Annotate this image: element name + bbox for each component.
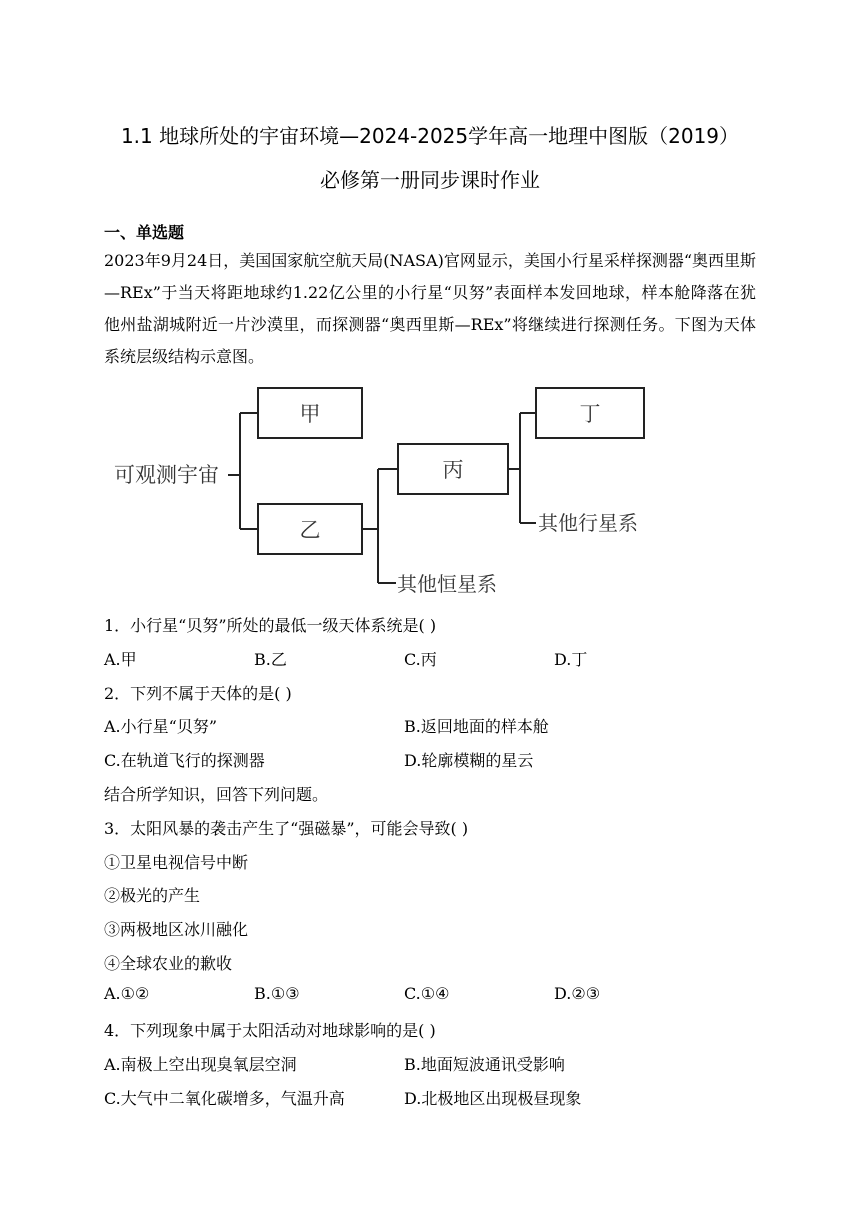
label-ding: 丁 [579, 402, 601, 426]
question-3-option-a: A.①② [104, 984, 150, 1003]
question-4-option-d: D.北极地区出现极昼现象 [404, 1089, 582, 1108]
question-3-item-3: ③两极地区冰川融化 [104, 920, 249, 939]
question-1-option-b: B.乙 [254, 650, 287, 669]
question-2-stem: 2．下列不属于天体的是( ) [104, 684, 292, 703]
connector-root [228, 413, 258, 529]
question-2-option-b: B.返回地面的样本舱 [404, 717, 549, 736]
label-other-planet: 其他行星系 [538, 511, 638, 535]
question-4-option-b: B.地面短波通讯受影响 [404, 1055, 565, 1074]
question-3-item-4: ④全球农业的歉收 [104, 954, 233, 973]
celestial-system-diagram [100, 380, 660, 605]
connector-yi [362, 469, 398, 583]
label-root: 可观测宇宙 [114, 463, 219, 487]
passage-text: 2023年9月24日，美国国家航空航天局(NASA)官网显示，美国小行星采样探测器“奥西里斯—REx”于当天将距地球约1.22亿公里的小行星“贝努”表面样本发回地球，样本舱降落在犹他州盐湖城附近一片沙漠里，而探测器“奥西里斯—REx”将继续进行探测任务。下图为天体系统层级结构示意图。 [104, 251, 756, 366]
document-title-line1: 1.1 地球所处的宇宙环境—2024-2025学年高一地理中图版（2019） [120, 124, 740, 148]
label-bing: 丙 [442, 458, 464, 482]
connector-bing [508, 413, 536, 523]
section-heading: 一、单选题 [104, 223, 185, 242]
question-2-option-d: D.轮廓模糊的星云 [404, 751, 534, 770]
label-other-star: 其他恒星系 [397, 572, 497, 596]
question-3-stem: 3．太阳风暴的袭击产生了“强磁暴”，可能会导致( ) [104, 819, 469, 838]
question-2-option-a: A.小行星“贝努” [104, 717, 218, 736]
question-3-option-c: C.①④ [404, 984, 450, 1003]
question-1-option-c: C.丙 [404, 650, 437, 669]
question-4-stem: 4．下列现象中属于太阳活动对地球影响的是( ) [104, 1021, 436, 1040]
question-1-option-d: D.丁 [554, 650, 588, 669]
label-yi: 乙 [299, 518, 321, 542]
question-3-option-d: D.②③ [554, 984, 601, 1003]
label-jia: 甲 [299, 402, 321, 426]
question-4-option-a: A.南极上空出现臭氧层空洞 [104, 1055, 297, 1074]
question-2-option-c: C.在轨道飞行的探测器 [104, 751, 265, 770]
question-3-option-b: B.①③ [254, 984, 300, 1003]
instruction-text: 结合所学知识，回答下列问题。 [104, 785, 329, 804]
document-title-line2: 必修第一册同步课时作业 [320, 168, 540, 192]
question-4-option-c: C.大气中二氧化碳增多，气温升高 [104, 1089, 345, 1108]
question-1-stem: 1．小行星“贝努”所处的最低一级天体系统是( ) [104, 616, 437, 635]
question-1-option-a: A.甲 [104, 650, 137, 669]
question-3-item-2: ②极光的产生 [104, 886, 201, 905]
question-3-item-1: ①卫星电视信号中断 [104, 853, 249, 872]
